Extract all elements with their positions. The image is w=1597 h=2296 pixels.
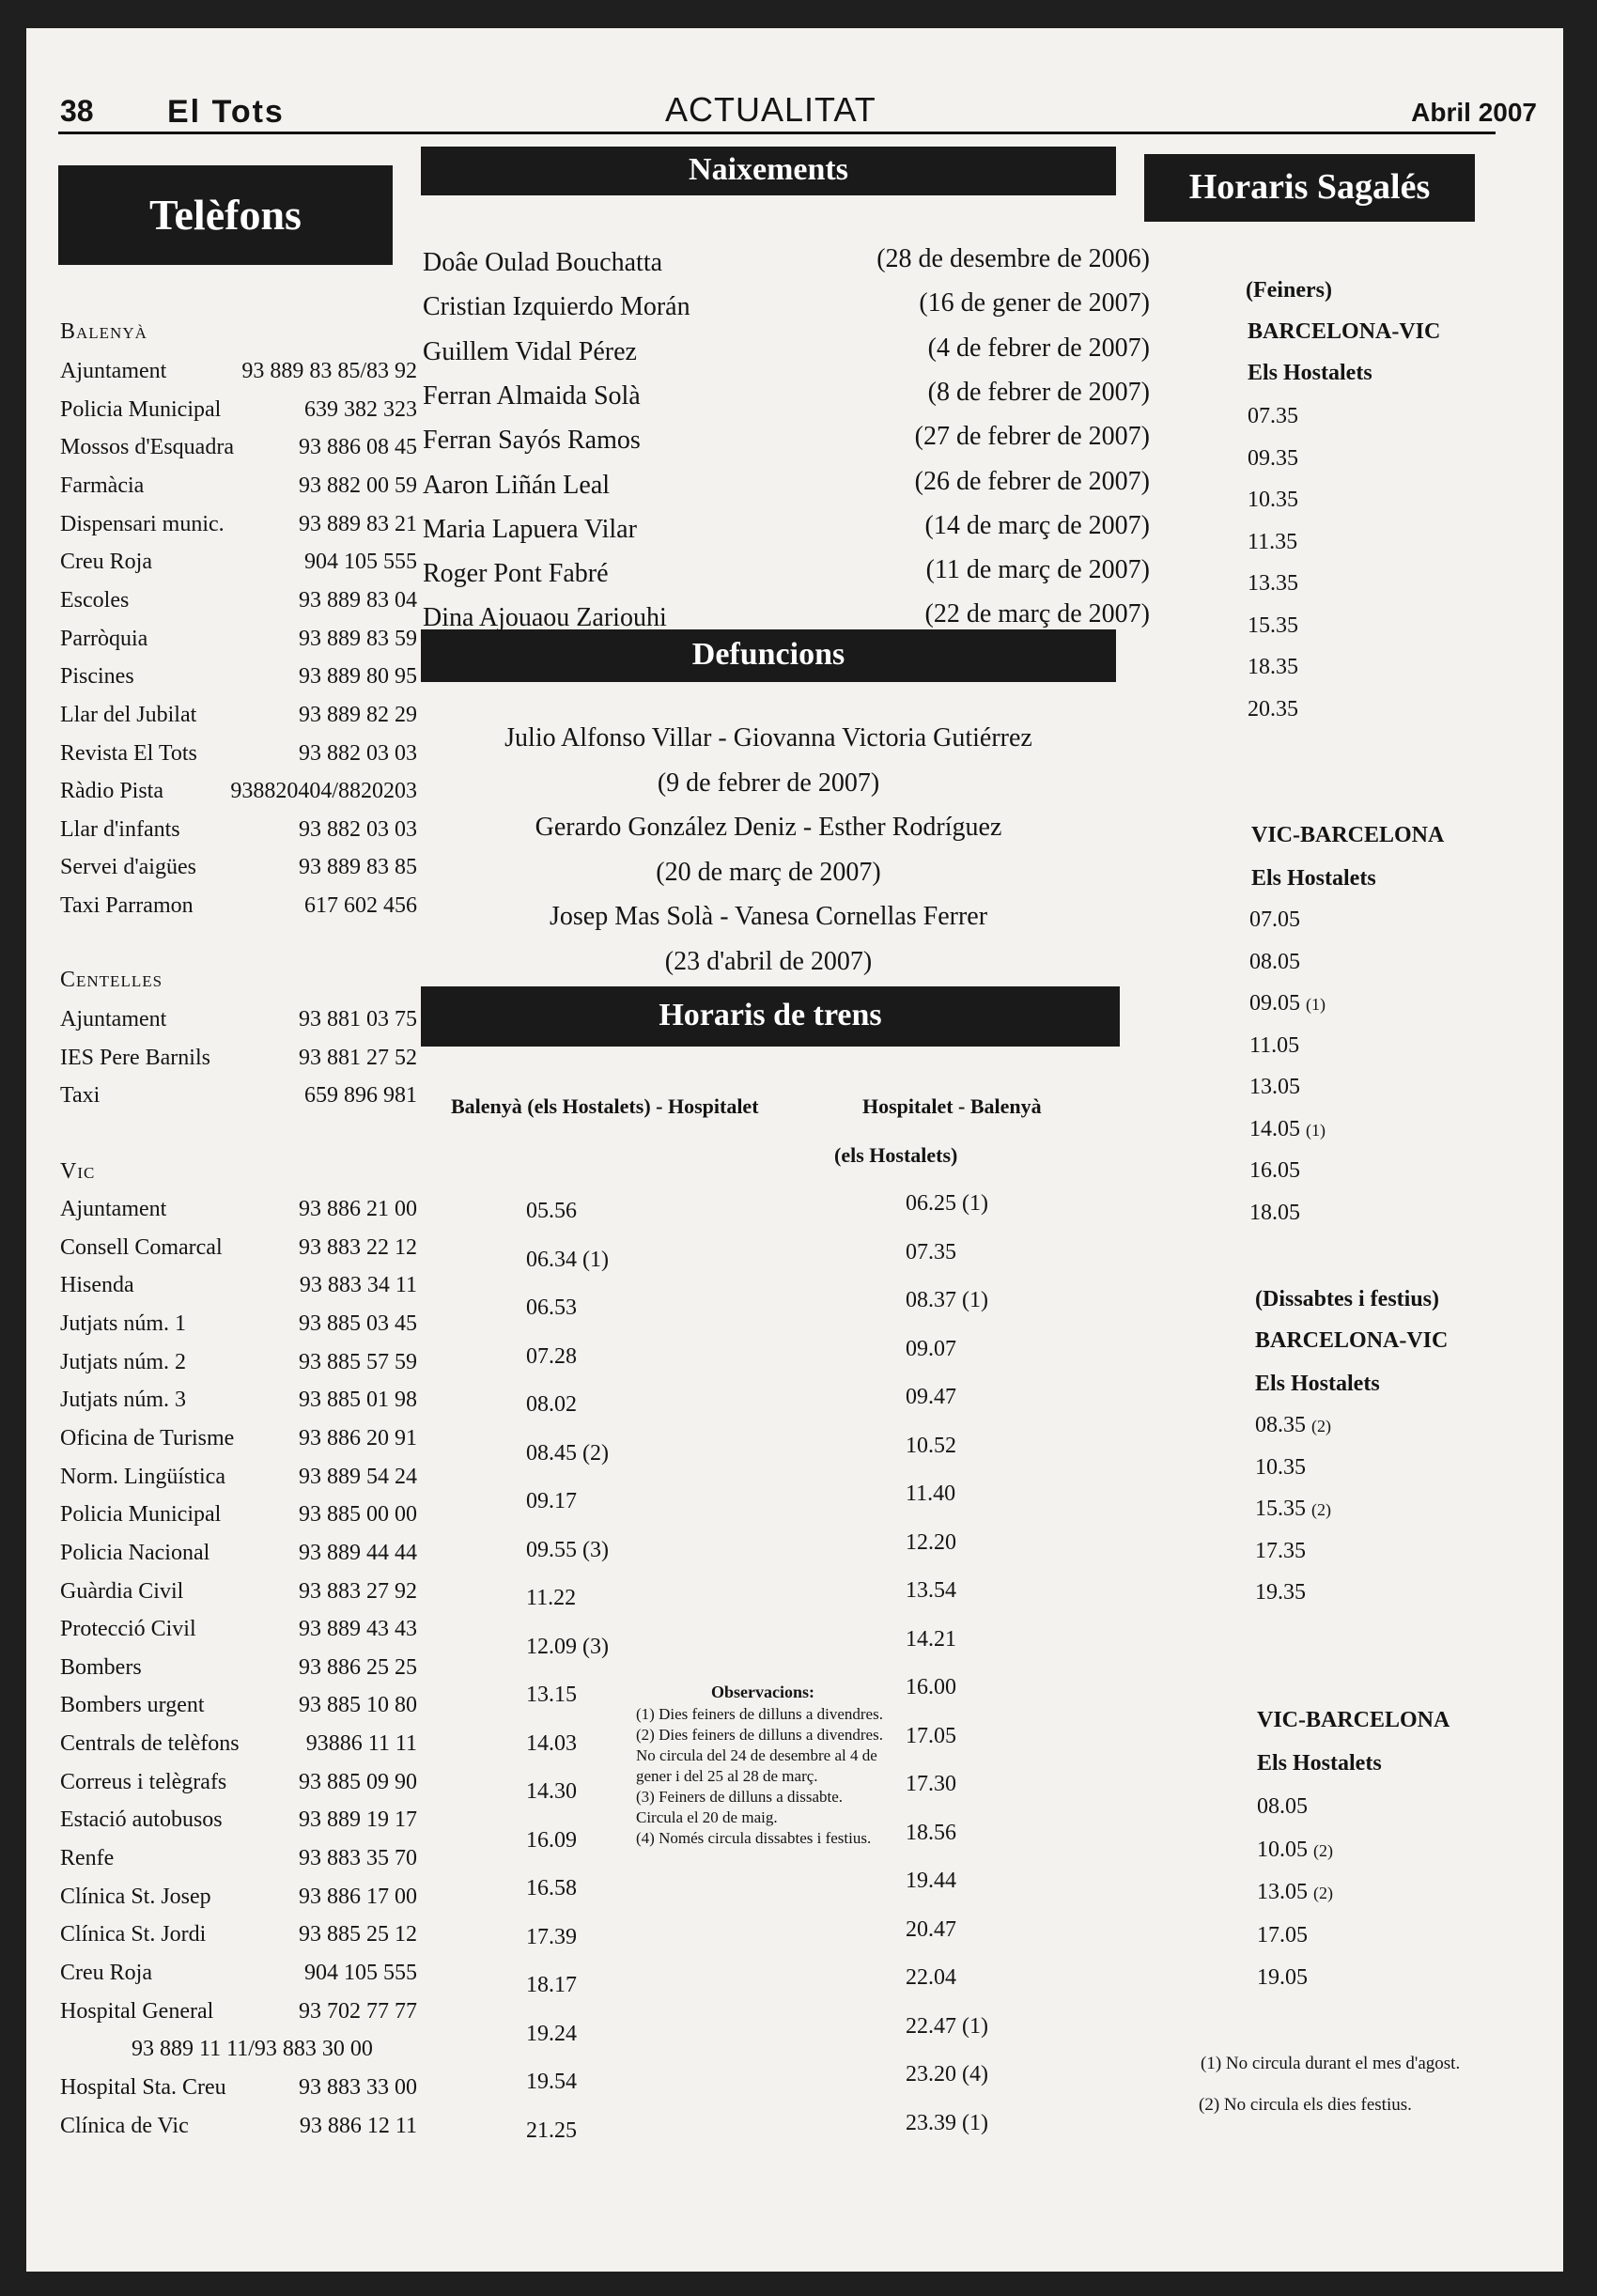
train-time-return: 10.52 — [906, 1433, 956, 1458]
phone-entry-number: 93 885 01 98 — [299, 1388, 417, 1413]
birth-date: (22 de març de 2007) — [924, 599, 1150, 629]
death-line: (9 de febrer de 2007) — [657, 768, 880, 798]
bus-time — [1257, 1794, 1313, 1820]
section-title: ACTUALITAT — [665, 90, 876, 129]
sagales-stop-label: Els Hostalets — [1248, 361, 1372, 385]
train-time-outbound: 05.56 — [526, 1199, 577, 1223]
phone-entry-name: Bombers urgent — [60, 1693, 205, 1718]
train-time-return: 12.20 — [906, 1529, 956, 1555]
naixements-title: Naixements — [421, 147, 1116, 195]
phone-entry-name: IES Pere Barnils — [60, 1045, 210, 1070]
birth-date: (8 de febrer de 2007) — [927, 377, 1150, 407]
train-time-return: 22.47 (1) — [906, 2013, 988, 2039]
sagales-vb-label: VIC-BARCELONA — [1257, 1708, 1450, 1732]
train-time-return: 22.04 — [906, 1965, 956, 1990]
death-line: (20 de març de 2007) — [656, 857, 881, 887]
death-line: Gerardo González Deniz - Esther Rodríguez — [535, 813, 1002, 843]
bus-time-value: 16.05 — [1249, 1158, 1300, 1183]
train-time-return: 20.47 — [906, 1916, 956, 1942]
bus-time-value: 10.35 — [1255, 1454, 1306, 1480]
phone-entry-number: 93 882 00 59 — [299, 473, 417, 498]
bus-time — [1249, 1075, 1306, 1100]
bus-time: 18.35 — [1248, 655, 1298, 679]
obs-note: (4) Només circula dissabtes i festius. — [636, 1829, 872, 1847]
phone-entry-name: Policia Nacional — [60, 1540, 210, 1565]
bus-time-value: 19.35 — [1255, 1580, 1306, 1605]
phone-entry-number: 93 889 83 85/83 92 — [241, 359, 417, 383]
phone-entry-name: Creu Roja — [60, 1961, 152, 1985]
train-time-outbound: 21.25 — [526, 2118, 577, 2143]
phone-entry-number: 639 382 323 — [304, 396, 417, 422]
phone-entry-number: 904 105 555 — [304, 550, 417, 575]
defuncions-title: Defuncions — [421, 629, 1116, 682]
trens-observacions — [636, 1682, 890, 1849]
phone-entry-number: 93 889 43 43 — [299, 1617, 417, 1642]
train-time-return: 08.37 (1) — [906, 1288, 988, 1312]
train-time-return: 09.07 — [906, 1336, 956, 1361]
phone-entry-name: Dispensari munic. — [60, 511, 225, 536]
bus-time-value: 09.05 — [1249, 991, 1300, 1016]
phone-entry-name: Creu Roja — [60, 550, 152, 575]
phone-entry-number: 617 602 456 — [304, 893, 417, 919]
train-time-outbound: 09.17 — [526, 1489, 577, 1513]
birth-name: Aaron Liñán Leal — [423, 470, 611, 500]
bus-time — [1257, 1965, 1313, 1991]
phone-entry-name: Ràdio Pista — [60, 779, 164, 804]
bus-time-value: 15.35 — [1255, 1497, 1306, 1521]
phone-entry-name: Jutjats núm. 1 — [60, 1311, 187, 1336]
phone-entry-number: 93 886 12 11 — [299, 2113, 417, 2138]
obs-note: (2) Dies feiners de dilluns a divendres. No circula del 24 de desembre al 4 de gener i del 25 al 28 de març. — [636, 1726, 883, 1785]
phone-entry-name: Guàrdia Civil — [60, 1578, 184, 1604]
phone-entry-name: Hisenda — [60, 1273, 134, 1298]
train-time-outbound: 09.55 (3) — [526, 1537, 609, 1562]
bus-time-value: 07.05 — [1249, 908, 1300, 932]
phone-entry-name: Piscines — [60, 664, 134, 690]
bus-time-value: 13.05 — [1257, 1880, 1308, 1904]
train-time-outbound: 18.17 — [526, 1973, 577, 1997]
birth-name: Guillem Vidal Pérez — [423, 336, 637, 366]
phone-entry-number: 93 889 83 21 — [299, 511, 417, 536]
train-time-return: 17.05 — [906, 1723, 956, 1748]
sagales-bv-label: BARCELONA-VIC — [1255, 1328, 1449, 1353]
death-line: Julio Alfonso Villar - Giovanna Victoria Gutiérrez — [504, 723, 1032, 752]
phone-entry-number: 93 883 27 92 — [299, 1578, 417, 1604]
phone-entry-number: 93 885 10 80 — [299, 1693, 417, 1718]
phone-entry-number: 93 886 20 91 — [299, 1425, 417, 1451]
sagales-feiners-label: (Feiners) — [1246, 278, 1332, 303]
birth-name: Roger Pont Fabré — [423, 559, 609, 589]
phone-entry-number: 93 885 03 45 — [299, 1311, 417, 1336]
phone-entry-name: Jutjats núm. 2 — [60, 1349, 187, 1374]
train-time-return: 16.00 — [906, 1675, 956, 1699]
phone-entry-name: Jutjats núm. 3 — [60, 1388, 187, 1413]
bus-time-value: 10.05 — [1257, 1837, 1308, 1862]
bus-time — [1257, 1923, 1313, 1948]
birth-date: (16 de gener de 2007) — [919, 288, 1150, 318]
phone-entry-name: Clínica St. Josep — [60, 1884, 211, 1909]
birth-date: (11 de març de 2007) — [925, 555, 1150, 585]
bus-time-value: 18.05 — [1249, 1200, 1300, 1225]
train-time-return: 23.20 (4) — [906, 2062, 988, 2087]
bus-time-note: (2) — [1311, 1417, 1331, 1435]
phone-entry-number: 93 883 22 12 — [299, 1234, 417, 1260]
bus-time-value: 08.05 — [1257, 1794, 1308, 1819]
bus-time — [1257, 1838, 1333, 1863]
phone-entry-number: 93886 11 11 — [305, 1731, 417, 1757]
sagales-vb-label: VIC-BARCELONA — [1251, 823, 1445, 847]
phone-entry-number: 93 889 80 95 — [299, 664, 417, 690]
bus-time-note: (1) — [1306, 1120, 1326, 1140]
birth-date: (27 de febrer de 2007) — [914, 422, 1150, 452]
birth-name: Cristian Izquierdo Morán — [423, 292, 690, 322]
train-time-outbound: 16.58 — [526, 1876, 577, 1900]
bus-time — [1249, 1201, 1306, 1226]
phone-entry-number: 93 882 03 03 — [299, 740, 417, 766]
sagales-note-1: (1) No circula durant el mes d'agost. — [1201, 2054, 1461, 2073]
phone-entry-name: Ajuntament — [60, 1197, 167, 1221]
phone-entry-number: 93 883 34 11 — [299, 1273, 417, 1298]
death-line: Josep Mas Solà - Vanesa Cornellas Ferrer — [549, 902, 988, 932]
phone-entry-name: Farmàcia — [60, 473, 145, 498]
sagales-title: Horaris Sagalés — [1144, 154, 1475, 222]
bus-time-value: 19.05 — [1257, 1965, 1308, 1990]
train-time-outbound: 19.54 — [526, 2070, 577, 2094]
train-time-outbound: 08.02 — [526, 1392, 577, 1417]
bus-time-value: 14.05 — [1249, 1116, 1300, 1141]
bus-time — [1249, 1033, 1305, 1059]
phone-entry-number: 93 889 44 44 — [299, 1540, 417, 1565]
phone-entry-name: Llar d'infants — [60, 816, 180, 842]
group-heading: Balenyà — [60, 319, 147, 344]
birth-date: (26 de febrer de 2007) — [914, 466, 1150, 496]
phone-entry-name: Estació autobusos — [60, 1807, 223, 1833]
issue-date: Abril 2007 — [1411, 98, 1537, 127]
phone-entry-number: 659 896 981 — [304, 1083, 417, 1109]
phone-entry-number: 93 885 00 00 — [299, 1502, 417, 1528]
phone-entry-number: 93 889 11 11/93 883 30 00 — [132, 2037, 373, 2062]
phone-entry-number: 93 882 03 03 — [299, 816, 417, 842]
sagales-stop-label: Els Hostalets — [1251, 866, 1376, 891]
bus-time — [1255, 1497, 1331, 1522]
train-time-outbound: 06.53 — [526, 1295, 577, 1320]
bus-time: 10.35 — [1248, 488, 1298, 512]
bus-time: 11.35 — [1248, 529, 1298, 554]
bus-time-value: 17.35 — [1255, 1538, 1306, 1563]
birth-date: (28 de desembre de 2006) — [876, 244, 1150, 273]
phone-entry-number: 93 883 33 00 — [299, 2074, 417, 2100]
train-time-outbound: 13.15 — [526, 1683, 577, 1707]
phone-entry-name: Clínica de Vic — [60, 2113, 189, 2138]
phone-entry-name: Ajuntament — [60, 1007, 167, 1032]
bus-time: 15.35 — [1248, 613, 1298, 638]
train-time-outbound: 17.39 — [526, 1924, 577, 1949]
phone-entry-name: Taxi — [60, 1083, 101, 1109]
bus-time — [1249, 1158, 1306, 1184]
phone-entry-number: 93 885 25 12 — [299, 1922, 417, 1947]
train-time-return: 11.40 — [906, 1482, 956, 1506]
phone-entry-name: Norm. Lingüística — [60, 1464, 225, 1489]
train-time-outbound: 12.09 (3) — [526, 1634, 609, 1659]
phone-entry-number: 93 889 83 85 — [299, 855, 417, 880]
phone-entry-number: 904 105 555 — [304, 1961, 417, 1985]
bus-time — [1249, 908, 1306, 933]
phone-entry-name: Revista El Tots — [60, 740, 197, 766]
page-number: 38 — [60, 94, 94, 128]
sagales-stop-label: Els Hostalets — [1257, 1751, 1382, 1776]
bus-time-note: (1) — [1306, 995, 1326, 1014]
trens-col1-header: Balenyà (els Hostalets) - Hospitalet — [451, 1094, 759, 1118]
train-time-return: 14.21 — [906, 1626, 956, 1652]
obs-note: (3) Feiners de dilluns a dissabte. Circula el 20 de maig. — [636, 1788, 844, 1826]
train-time-return: 13.54 — [906, 1578, 956, 1603]
train-time-return: 23.39 (1) — [906, 2110, 988, 2135]
phone-entry-name: Parròquia — [60, 626, 148, 651]
phone-entry-number: 93 886 17 00 — [299, 1884, 417, 1909]
phone-entry-name: Oficina de Turisme — [60, 1425, 235, 1451]
phone-entry-number: 938820404/8820203 — [230, 779, 417, 804]
phone-entry-number: 93 889 83 59 — [299, 626, 417, 651]
phone-entry-name: Hospital General — [60, 1998, 214, 2024]
bus-time — [1255, 1455, 1311, 1481]
bus-time-note: (2) — [1313, 1840, 1333, 1860]
phone-entry-name: Renfe — [60, 1846, 115, 1871]
phone-entry-name: Policia Municipal — [60, 396, 222, 422]
magazine-name: El Tots — [167, 94, 285, 130]
train-time-return: 19.44 — [906, 1869, 956, 1893]
phone-entry-number: 93 889 83 04 — [299, 587, 417, 613]
bus-time — [1249, 950, 1306, 975]
phone-entry-number: 93 883 35 70 — [299, 1846, 417, 1871]
phone-entry-number: 93 881 03 75 — [299, 1007, 417, 1032]
phone-entry-number: 93 886 25 25 — [299, 1654, 417, 1680]
telefons-title: Telèfons — [58, 165, 393, 265]
phone-entry-number: 93 702 77 77 — [299, 1998, 417, 2024]
bus-time: 13.35 — [1248, 571, 1298, 596]
sagales-bv-label: BARCELONA-VIC — [1248, 319, 1441, 344]
phone-entry-number: 93 886 21 00 — [299, 1197, 417, 1221]
birth-date: (14 de març de 2007) — [924, 510, 1150, 540]
train-time-outbound: 14.30 — [526, 1779, 577, 1804]
obs-title: Observacions: — [711, 1683, 814, 1701]
train-time-return: 09.47 — [906, 1385, 956, 1409]
bus-time — [1249, 991, 1326, 1016]
sagales-dissabtes-label: (Dissabtes i festius) — [1255, 1287, 1439, 1311]
bus-time: 07.35 — [1248, 404, 1298, 428]
train-time-return: 06.25 (1) — [906, 1191, 988, 1216]
bus-time-value: 08.05 — [1249, 949, 1300, 974]
phone-entry-name: Taxi Parramon — [60, 893, 194, 919]
birth-date: (4 de febrer de 2007) — [927, 333, 1150, 363]
obs-note: (1) Dies feiners de dilluns a divendres. — [636, 1705, 883, 1723]
phone-entry-name: Clínica St. Jordi — [60, 1922, 207, 1947]
phone-entry-name: Mossos d'Esquadra — [60, 435, 234, 460]
death-line: (23 d'abril de 2007) — [664, 947, 873, 976]
bus-time-value: 17.05 — [1257, 1922, 1308, 1947]
phone-entry-number: 93 886 08 45 — [299, 435, 417, 460]
train-time-outbound: 11.22 — [526, 1586, 577, 1610]
phone-entry-name: Centrals de telèfons — [60, 1731, 240, 1757]
phone-entry-name: Hospital Sta. Creu — [60, 2074, 226, 2100]
trens-title: Horaris de trens — [421, 986, 1120, 1047]
group-heading: Centelles — [60, 968, 163, 992]
bus-time-note: (2) — [1311, 1500, 1331, 1519]
sagales-stop-label: Els Hostalets — [1255, 1372, 1380, 1396]
train-time-return: 17.30 — [906, 1772, 956, 1796]
phone-entry-name: Servei d'aigües — [60, 855, 196, 880]
birth-name: Maria Lapuera Vilar — [423, 514, 637, 544]
phone-entry-name: Correus i telègrafs — [60, 1769, 227, 1794]
phone-entry-name: Policia Municipal — [60, 1502, 222, 1528]
train-time-return: 07.35 — [906, 1239, 956, 1264]
phone-entry-number: 93 889 82 29 — [299, 702, 417, 727]
bus-time-note: (2) — [1313, 1884, 1333, 1902]
train-time-outbound: 19.24 — [526, 2021, 577, 2046]
train-time-outbound: 16.09 — [526, 1827, 577, 1853]
bus-time — [1249, 1117, 1326, 1142]
phone-entry-name: Escoles — [60, 587, 130, 613]
phone-entry-name: Ajuntament — [60, 359, 167, 383]
phone-entry-name: Bombers — [60, 1654, 142, 1680]
birth-name: Dina Ajouaou Zariouhi — [423, 603, 667, 633]
train-time-outbound: 07.28 — [526, 1343, 577, 1369]
train-time-outbound: 06.34 (1) — [526, 1247, 609, 1272]
train-time-return: 18.56 — [906, 1820, 956, 1845]
birth-name: Doâe Oulad Bouchatta — [423, 248, 663, 277]
bus-time: 09.35 — [1248, 445, 1298, 471]
bus-time-value: 08.35 — [1255, 1413, 1306, 1437]
phone-entry-number: 93 889 54 24 — [299, 1464, 417, 1489]
phone-entry-number: 93 885 09 90 — [299, 1769, 417, 1794]
trens-col2-subheader: (els Hostalets) — [834, 1143, 958, 1167]
phone-entry-number: 93 885 57 59 — [299, 1349, 417, 1374]
header-rule — [58, 132, 1496, 134]
bus-time — [1255, 1413, 1331, 1438]
phone-entry-name: Llar del Jubilat — [60, 702, 197, 727]
train-time-outbound: 14.03 — [526, 1730, 577, 1756]
birth-name: Ferran Sayós Ramos — [423, 426, 641, 456]
bus-time: 20.35 — [1248, 696, 1298, 721]
bus-time-value: 13.05 — [1249, 1075, 1300, 1099]
phone-entry-name: Protecció Civil — [60, 1617, 196, 1642]
phone-entry-name: Consell Comarcal — [60, 1234, 223, 1260]
bus-time — [1257, 1880, 1333, 1905]
bus-time-value: 11.05 — [1249, 1032, 1300, 1058]
group-heading: Vic — [60, 1159, 96, 1184]
phone-entry-number: 93 881 27 52 — [299, 1045, 417, 1070]
birth-name: Ferran Almaida Solà — [423, 380, 641, 411]
phone-entry-number: 93 889 19 17 — [299, 1807, 417, 1833]
bus-time — [1255, 1580, 1311, 1606]
sagales-note-2: (2) No circula els dies festius. — [1199, 2095, 1412, 2115]
trens-col2-header: Hospitalet - Balenyà — [862, 1094, 1042, 1118]
bus-time — [1255, 1539, 1311, 1564]
train-time-outbound: 08.45 (2) — [526, 1440, 609, 1466]
